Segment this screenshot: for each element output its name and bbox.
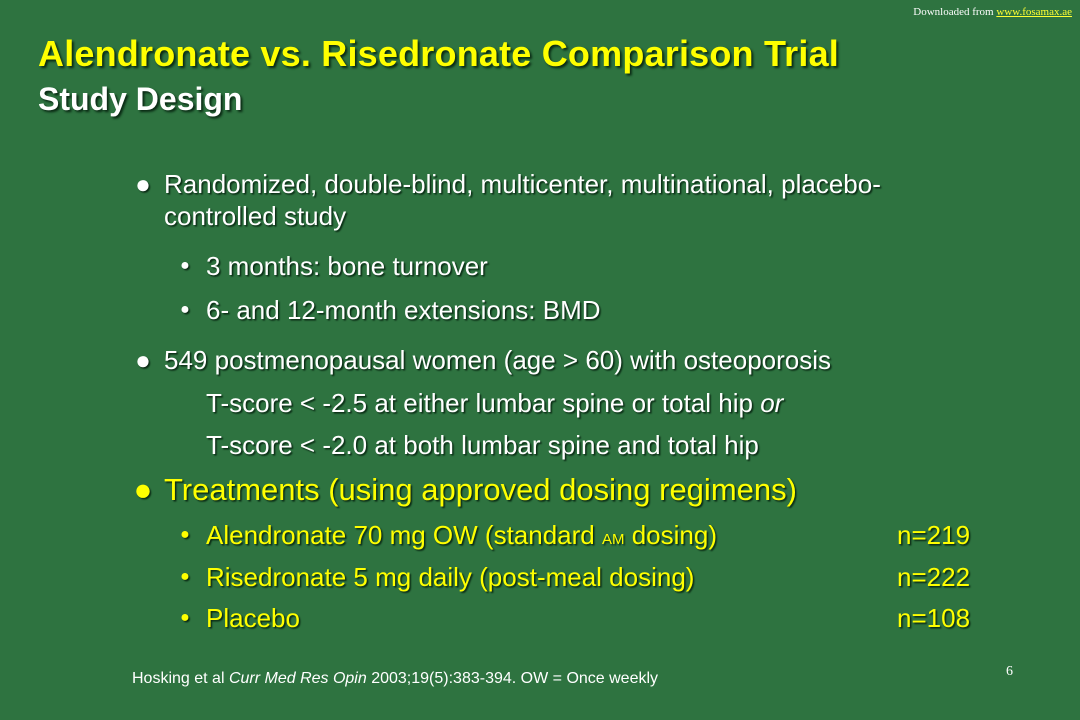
treatment-name: Risedronate 5 mg daily (post-meal dosing) [206, 562, 695, 592]
bullet-dot-icon: ● [133, 472, 153, 507]
bullet-text: Treatments (using approved dosing regimens) [164, 472, 797, 507]
bullet-dot-icon: ● [135, 169, 151, 199]
bullet-text-line2: controlled study [164, 201, 347, 231]
bullet-text: 549 postmenopausal women (age > 60) with osteoporosis [164, 345, 832, 375]
slide-subtitle: Study Design [38, 81, 243, 117]
sub-bullet-dot-icon: ● [180, 568, 190, 585]
footnote [132, 670, 658, 688]
treatment-n: n=108 [897, 603, 971, 633]
sub-bullet-text: 3 months: bone turnover [206, 251, 488, 281]
bullet-text-line1: Randomized, double-blind, multicenter, multinational, placebo- [164, 169, 881, 199]
bullet-dot-icon: ● [135, 345, 151, 375]
treatment-dosing: dosing) [624, 520, 717, 550]
sub-bullet-text: 6- and 12-month extensions: BMD [206, 295, 601, 325]
footnote-citation: 2003;19(5):383-394. OW = Once weekly [366, 670, 659, 687]
treatment-n: n=222 [897, 562, 971, 592]
sub-bullet-dot-icon: ● [180, 526, 190, 543]
sub-bullet-dot-icon: ● [180, 257, 190, 274]
treatment-am: AM [601, 531, 625, 548]
criteria-text: T-score < -2.5 at either lumbar spine or total hip [206, 388, 761, 418]
treatment-name: Placebo [206, 603, 300, 633]
criteria-or: or [760, 388, 784, 418]
download-prefix: Downloaded from [913, 6, 997, 18]
criteria-line-1 [206, 387, 783, 419]
treatment-name: Alendronate 70 mg OW (standard [206, 520, 602, 550]
sub-bullet-dot-icon: ● [180, 609, 190, 626]
download-link[interactable]: www.fosamax.ae [996, 6, 1072, 18]
treatment-n: n=219 [897, 520, 971, 550]
footnote-journal: Curr Med Res Opin [228, 670, 367, 687]
page-number: 6 [1006, 664, 1013, 679]
slide-title: Alendronate vs. Risedronate Comparison Trial [38, 33, 839, 74]
footnote-authors: Hosking et al [132, 670, 229, 687]
sub-bullet-dot-icon: ● [180, 301, 190, 318]
criteria-line-2 [206, 429, 759, 461]
criteria-text: T-score < -2.0 at both lumbar spine and total hip [206, 430, 759, 460]
